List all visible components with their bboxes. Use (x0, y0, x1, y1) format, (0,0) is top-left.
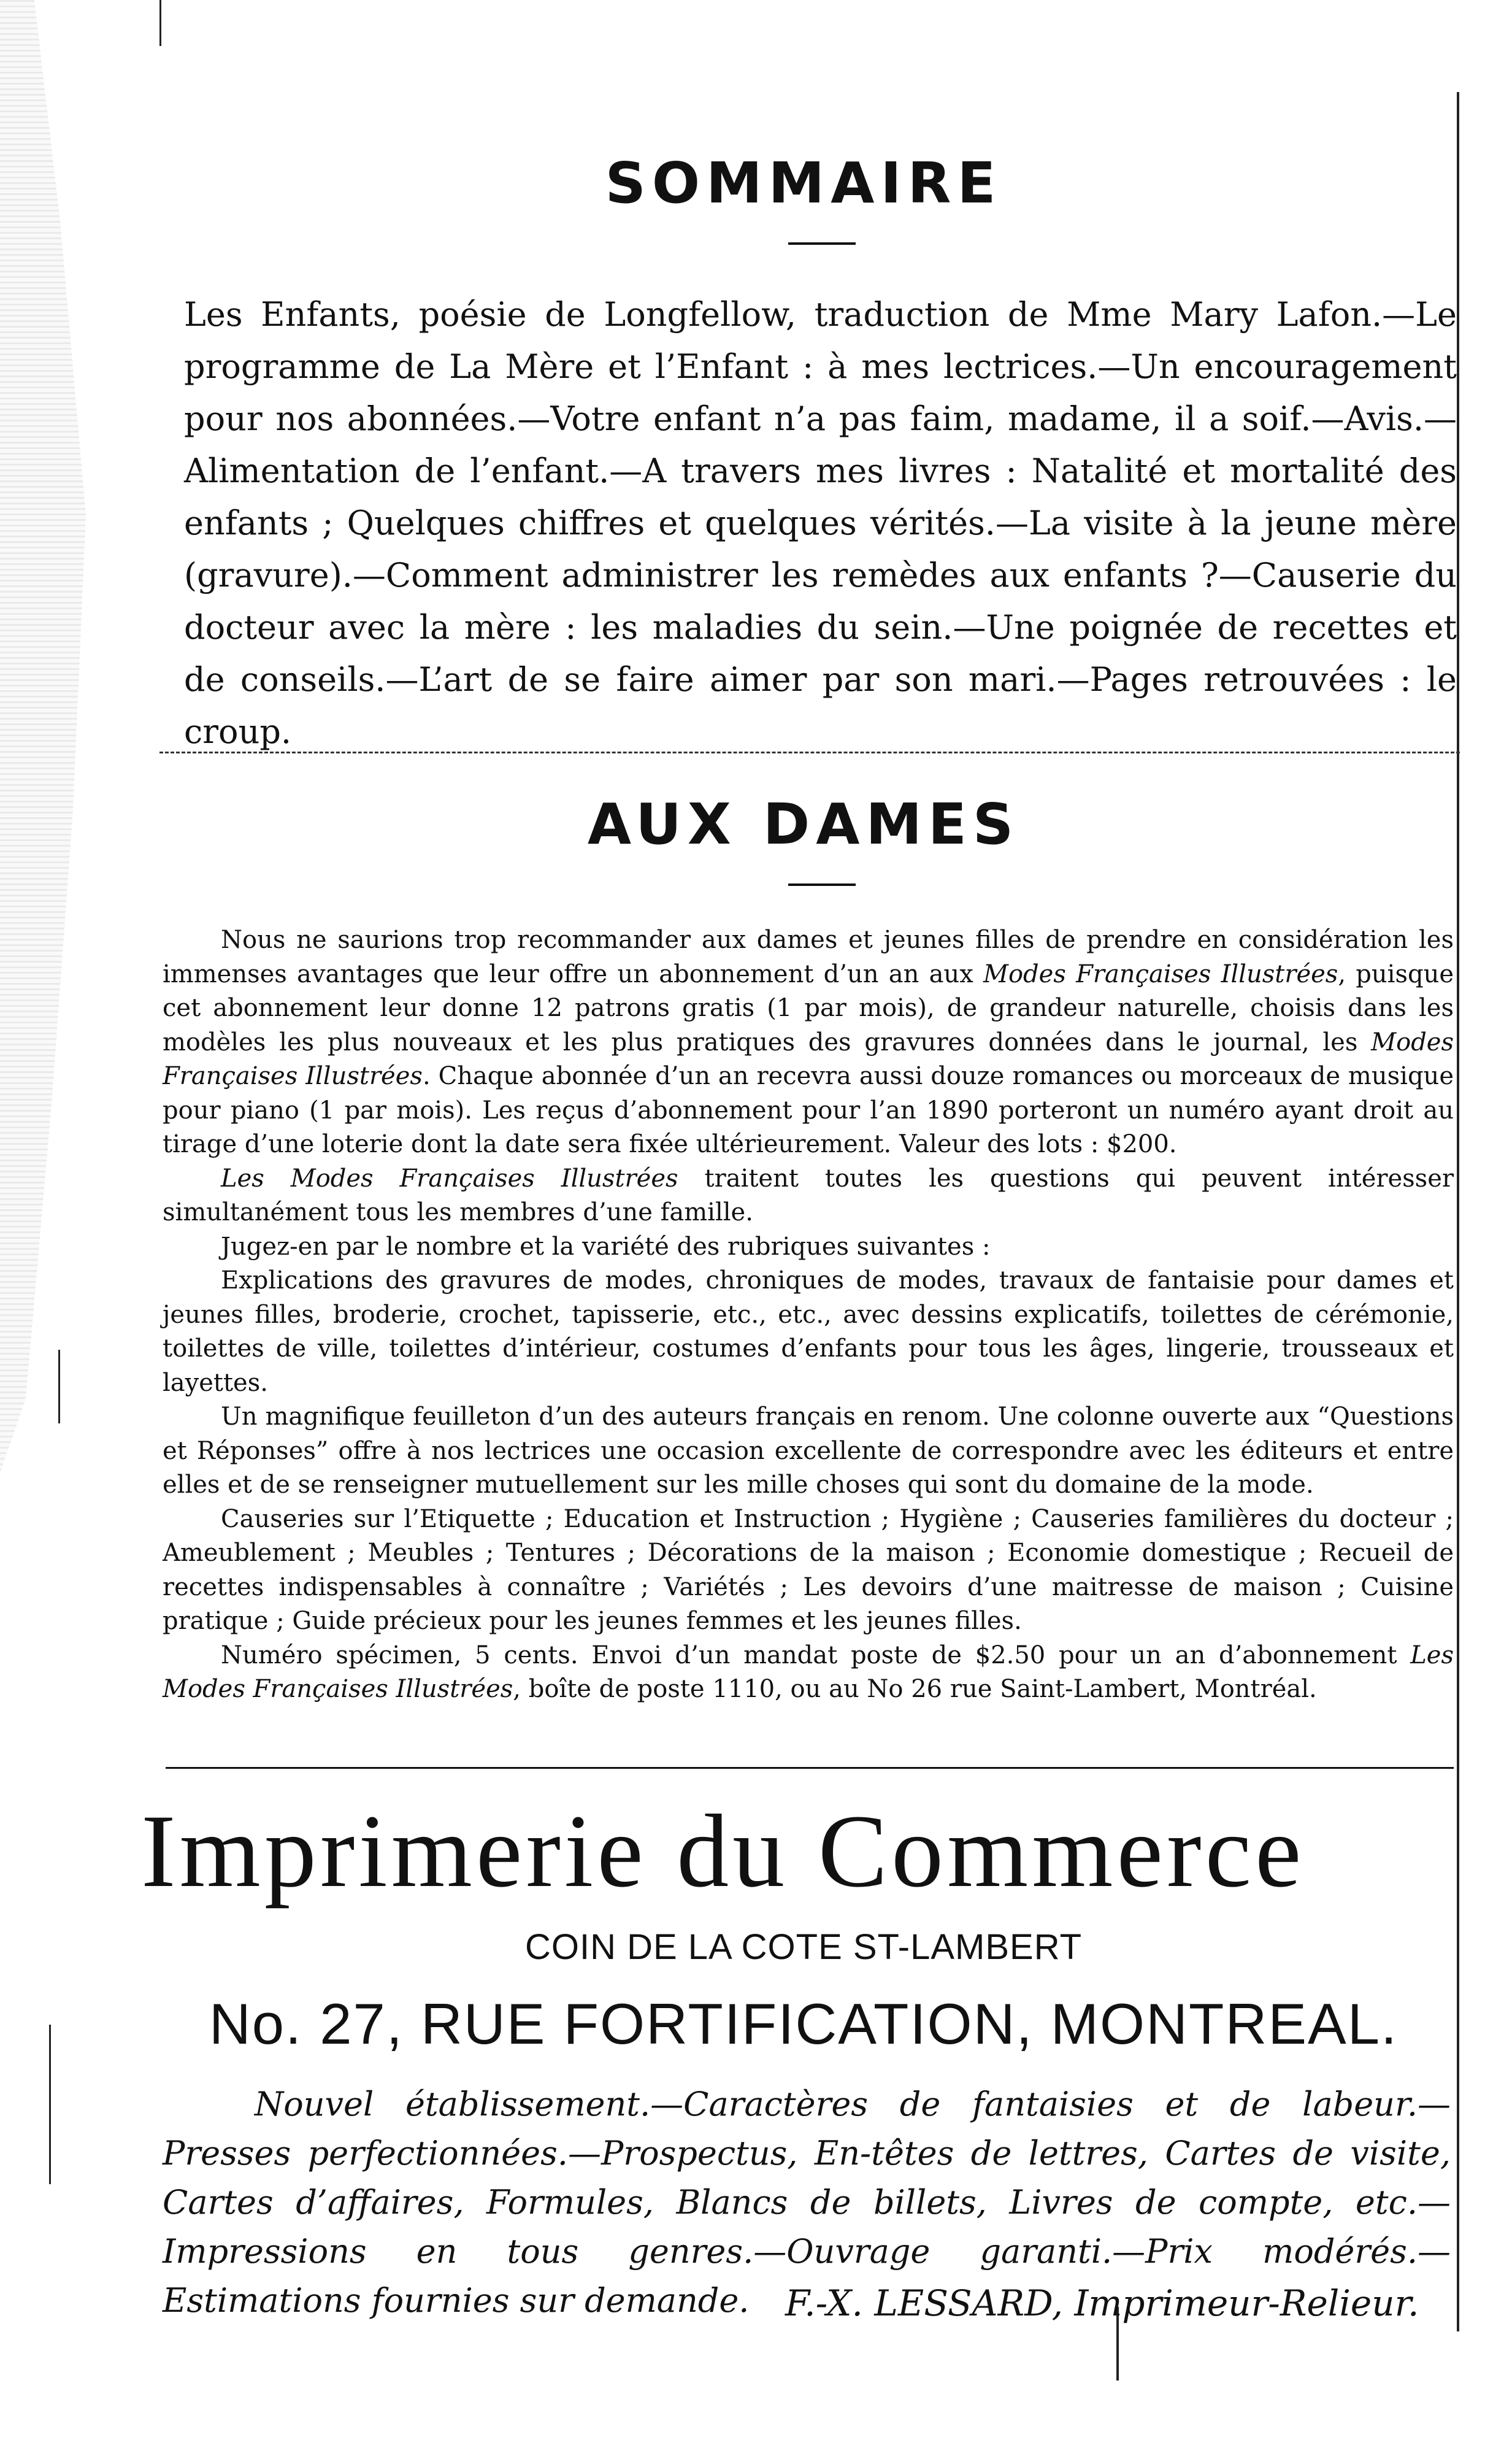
paragraph: Un magnifique feuilleton d’un des auteurs français en renom. Une colonne ouverte aux “Questions et Réponses” offre à nos lectrices une occasion excellente de correspondre avec les éditeurs et entre elles et de se renseigner mutuellement sur les mille choses qui sont du domaine de la mode. (163, 1403, 1454, 1499)
paragraph: Nouvel établissement.—Caractères de fantaisies et de labeur.—Presses perfectionnées.—Prospectus, En-têtes de lettres, Cartes de visite, Cartes d’affaires, Formules, Blancs de billets, Livres de compte, etc.—Impressions en tous genres.—Ouvrage garanti.—Prix modérés.—Estimations fournies sur demande. (163, 2085, 1451, 2320)
imprimerie-address: No. 27, RUE FORTIFICATION, MONTREAL. (209, 1992, 1399, 2056)
signature: F.-X. LESSARD, Imprimeur-Relieur. (785, 2282, 1419, 2324)
scan-mark (159, 0, 161, 46)
imprimerie-subtitle: COIN DE LA COTE ST-LAMBERT (524, 1927, 1082, 1967)
paragraph: Causeries sur l’Etiquette ; Education et Instruction ; Hygiène ; Causeries familières du docteur ; Ameublement ; Meubles ; Tentures ; Décorations de la maison ; Economie domestique ; Recueil de recettes indispensables à connaître ; Variétés ; Les devoirs d’une maitresse de maison ; Cuisine pratique ; Guide précieux pour les jeunes femmes et les jeunes filles. (163, 1504, 1454, 1635)
scan-mark (58, 1350, 60, 1423)
heading-rule (788, 883, 856, 886)
sommaire-heading: SOMMAIRE (605, 150, 1002, 216)
paragraph: Jugez-en par le nombre et la variété des rubriques suivantes : (221, 1232, 991, 1261)
section-divider (159, 752, 1460, 753)
sommaire-text: Les Enfants, poésie de Longfellow, traduction de Mme Mary Lafon.—Le programme de La Mère et l’Enfant : à mes lectrices.—Un encouragement pour nos abonnées.—Votre enfant n’a pas faim, madame, il a soif.—Avis.—Alimentation de l’enfant.—A travers mes livres : Natalité et mortalité des enfants ; Quelques chiffres et quelques vérités.—La visite à la jeune mère (gravure).—Comment administrer les remèdes aux enfants ?—Causerie du docteur avec la mère : les maladies du sein.—Une poignée de recettes et de conseils.—L’art de se faire aimer par son mari.—Pages retrouvées : le croup. (184, 295, 1457, 751)
right-margin-line (1457, 92, 1459, 2331)
section-divider (166, 1767, 1454, 1769)
heading-rule (788, 242, 856, 245)
scan-mark (49, 2025, 51, 2184)
paragraph: Nous ne saurions trop recommander aux dames et jeunes filles de prendre en considération les immenses avantages que leur offre un abonnement d’un an aux Modes Françaises Illustrées, puisque cet abonnement leur donne 12 patrons gratis (1 par mois), de grandeur naturelle, choisis dans les modèles les plus nouveaux et les plus pratiques des gravures données dans le journal, les Modes Françaises Illustrées. Chaque abonnée d’un an recevra aussi douze romances ou morceaux de musique pour piano (1 par mois). Les reçus d’abonnement pour l’an 1890 porteront un numéro ayant droit au tirage d’une loterie dont la date sera fixée ultérieurement. Valeur des lots : $200. (163, 926, 1454, 1158)
aux-dames-heading: AUX DAMES (587, 791, 1020, 857)
aux-dames-body (163, 923, 1454, 1707)
paragraph: Numéro spécimen, 5 cents. Envoi d’un mandat poste de $2.50 pour un an d’abonnement Les Modes Françaises Illustrées, boîte de poste 1110, ou au No 26 rue Saint-Lambert, Montréal. (163, 1641, 1454, 1703)
torn-paper-edge (0, 0, 86, 1472)
paragraph: Les Modes Françaises Illustrées traitent toutes les questions qui peuvent intéresser simultanément tous les membres d’une famille. (163, 1164, 1454, 1226)
paragraph: Explications des gravures de modes, chroniques de modes, travaux de fantaisie pour dames et jeunes filles, broderie, crochet, tapisserie, etc., etc., avec dessins explicatifs, toilettes de cérémonie, toilettes de ville, toilettes d’intérieur, costumes d’enfants pour tous les âges, lingerie, trousseaux et layettes. (163, 1266, 1454, 1397)
imprimerie-title: Imprimerie du Commerce (141, 1793, 1305, 1909)
